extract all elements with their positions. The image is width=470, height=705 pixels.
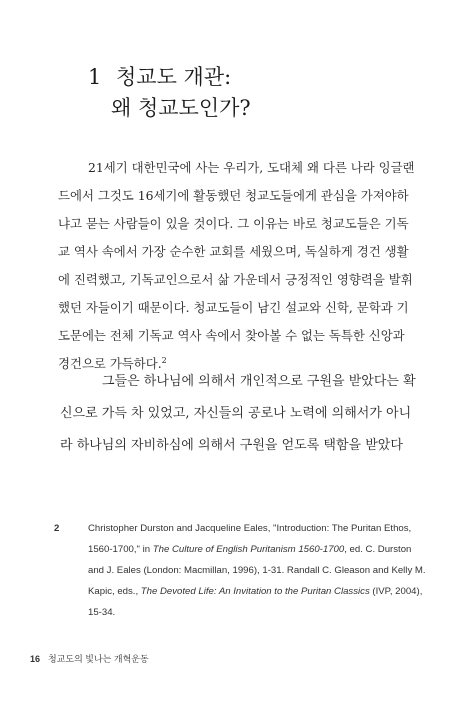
chapter-title-line2: 왜 청교도인가? bbox=[111, 96, 251, 120]
chapter-number: 1 bbox=[88, 65, 102, 89]
footnote-number: 2 bbox=[54, 523, 60, 534]
footnote-text: (IVP, 2004), bbox=[369, 586, 423, 597]
footnote-book-title: The Devoted Life: An Invitation to the Puritan Classics bbox=[140, 586, 370, 597]
chapter-title bbox=[88, 62, 251, 124]
text-line: 그들은 하나님에 의해서 개인적으로 구원을 받았다는 확 bbox=[102, 374, 416, 389]
text-line: 신으로 가득 차 있었고, 자신들의 공로나 노력에 의해서가 아니 bbox=[60, 406, 412, 421]
text-line-content: 경건으로 가득하다. bbox=[58, 356, 162, 371]
page-footer bbox=[30, 652, 149, 665]
footnote-reference[interactable]: 2 bbox=[161, 355, 167, 365]
footnote-line: 15-34. bbox=[88, 607, 116, 618]
footnote bbox=[54, 518, 434, 623]
body-paragraph-1 bbox=[58, 154, 416, 378]
footnote-book-title: The Culture of English Puritanism 1560-1700 bbox=[152, 544, 345, 555]
text-line: 냐고 묻는 사람들이 있을 것이다. 그 이유는 바로 청교도들은 기독 bbox=[58, 216, 409, 231]
footnote-text: 1560-1700," in bbox=[88, 544, 153, 555]
text-line: 에 진력했고, 기독교인으로서 삶 가운데서 긍정적인 영향력을 발휘 bbox=[58, 272, 413, 287]
footnote-line bbox=[88, 539, 434, 560]
footnote-text: , ed. C. Durston bbox=[344, 544, 412, 555]
footnote-line bbox=[88, 581, 434, 602]
chapter-title-line1: 청교도 개관: bbox=[116, 65, 232, 89]
footnote-line: Christopher Durston and Jacqueline Eales, "Introduction: The Puritan Ethos, bbox=[88, 523, 412, 534]
text-line: 교 역사 속에서 가장 순수한 교회를 세웠으며, 독실하게 경건 생활 bbox=[58, 244, 409, 259]
text-line: 도문에는 전체 기독교 역사 속에서 찾아볼 수 없는 독특한 신앙과 bbox=[58, 328, 405, 343]
running-book-title: 청교도의 빛나는 개혁운동 bbox=[48, 654, 149, 664]
footnote-line: and J. Eales (London: Macmillan, 1996), 1-31. Randall C. Gleason and Kelly M. bbox=[88, 565, 426, 576]
footnote-text: Kapic, eds., bbox=[88, 586, 141, 597]
text-line: 라 하나님의 자비하심에 의해서 구원을 얻도록 택함을 받았다 bbox=[60, 438, 403, 453]
body-paragraph-2 bbox=[58, 366, 416, 462]
page-number: 16 bbox=[30, 654, 41, 664]
text-line: 드에서 그것도 16세기에 활동했던 청교도들에게 관심을 가져야하 bbox=[58, 188, 409, 203]
text-line: 21세기 대한민국에 사는 우리가, 도대체 왜 다른 나라 잉글랜 bbox=[88, 160, 415, 175]
text-line: 했던 자들이기 때문이다. 청교도들이 남긴 설교와 신학, 문학과 기 bbox=[58, 300, 409, 315]
